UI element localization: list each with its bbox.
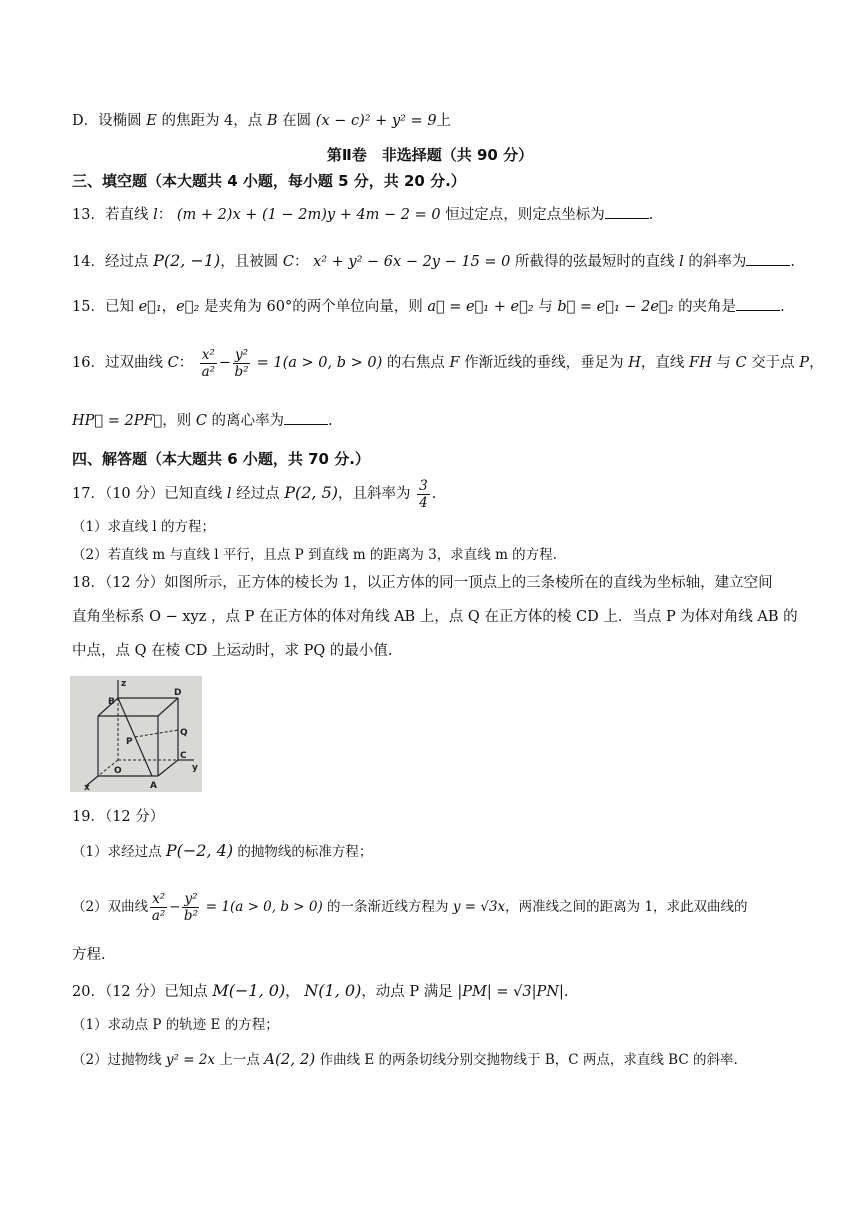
question-19: 19．（12 分）: [72, 809, 165, 825]
question-18-line2: 直角坐标系 O − xyz ，点 P 在正方体的体对角线 AB 上，点 Q 在正方体的棱 CD 上．当点 P 为体对角线 AB 的: [72, 609, 798, 625]
question-16: 16．过双曲线 C： $\frac{\text{x²}}{\text{a²}}$ − $\frac{\text{y²}}{\text{b²}}$ = 1(a > 0, b > 0) 的右焦点 F 作渐近线的垂线，垂足为 H，直线 FH 与 C 交于点 P，: [72, 346, 824, 380]
label-D: D: [174, 688, 182, 698]
question-13: 13．若直线 l： (m + 2)x + (1 − 2m)y + 4m − 2 = 0 恒过定点，则定点坐标为 .: [72, 204, 792, 226]
question-20: 20．（12 分）已知点 M(−1, 0)， N(1, 0)，动点 P 满足 |PM| = √3|PN|.: [72, 981, 569, 1000]
label-A: A: [150, 781, 157, 791]
answer-blank: [736, 296, 780, 311]
fraction: $\frac{\text{y²}}{\text{b²}}$: [183, 891, 198, 924]
question-15: 15．已知 e⃗₁，e⃗₂ 是夹角为 60°的两个单位向量，则 a⃗ = e⃗₁ + e⃗₂ 与 b⃗ = e⃗₁ − 2e⃗₂ 的夹角是 .: [72, 296, 792, 318]
answer-blank: [746, 251, 790, 266]
question-16-cont: HP⃗ = 2PF⃗，则 C 的离心率为 .: [72, 410, 792, 432]
fraction: $\frac{\text{x²}}{\text{a²}}$: [201, 346, 216, 380]
question-20-part1: （1）求动点 P 的轨迹 E 的方程；: [72, 1017, 279, 1033]
label-C: C: [180, 751, 187, 761]
part2-title: 第Ⅱ卷 非选择题（共 90 分）: [326, 146, 534, 164]
question-19-part2: （2）双曲线 $\frac{\text{x²}}{\text{a²}}$ − $\frac{\text{y²}}{\text{b²}}$ = 1(a > 0, b > 0) 的一条渐近线方程为 y = √3x，两准线之间的距离为 1，求此双曲线的: [72, 891, 748, 924]
question-20-part2: （2）过抛物线 y² = 2x 上一点 A(2, 2) 作曲线 E 的两条切线分别交抛物线于 B，C 两点，求直线 BC 的斜率.: [72, 1050, 738, 1068]
label-x: x: [84, 783, 90, 792]
section4-title: 四、解答题（本大题共 6 小题，共 70 分.）: [72, 450, 370, 468]
question-17-part2: （2）若直线 m 与直线 l 平行，且点 P 到直线 m 的距离为 3，求直线 m 的方程.: [72, 547, 557, 563]
label-O: O: [114, 766, 122, 776]
cube-figure: [70, 676, 202, 792]
label-y: y: [192, 763, 198, 773]
question-18: 18．（12 分）如图所示，正方体的棱长为 1，以正方体的同一顶点上的三条棱所在的直线为坐标轴，建立空间: [72, 575, 773, 591]
section3-title: 三、填空题（本大题共 4 小题，每小题 5 分，共 20 分.）: [72, 172, 466, 190]
question-18-line3: 中点，点 Q 在棱 CD 上运动时，求 PQ 的最小值.: [72, 643, 393, 659]
label-B: B: [108, 697, 115, 707]
cube-diagram: [70, 676, 202, 792]
answer-blank: [284, 410, 328, 425]
answer-blank: [605, 204, 649, 219]
question-19-part2-cont: 方程.: [72, 947, 106, 963]
question-19-part1: （1）求经过点 P(−2, 4) 的抛物线的标准方程；: [72, 841, 373, 860]
question-14: 14．经过点 P(2, −1)，且被圆 C： x² + y² − 6x − 2y − 15 = 0 所截得的弦最短时的直线 l 的斜率为 .: [72, 251, 795, 270]
fraction: $\frac{\text{y²}}{\text{b²}}$: [234, 346, 249, 380]
label-Q: Q: [180, 728, 188, 738]
label-z: z: [121, 679, 127, 689]
option-d: D．设椭圆 E 的焦距为 4，点 B 在圆 (x − c)² + y² = 9上: [72, 113, 452, 129]
fraction: $\frac{3}{4}$: [419, 477, 428, 511]
fraction: $\frac{\text{x²}}{\text{a²}}$: [151, 891, 166, 924]
question-17-part1: （1）求直线 l 的方程；: [72, 519, 215, 535]
label-P: P: [126, 737, 133, 747]
question-17: 17．（10 分）已知直线 l 经过点 P(2, 5)，且斜率为 $\frac{3}{4}$ .: [72, 477, 437, 511]
